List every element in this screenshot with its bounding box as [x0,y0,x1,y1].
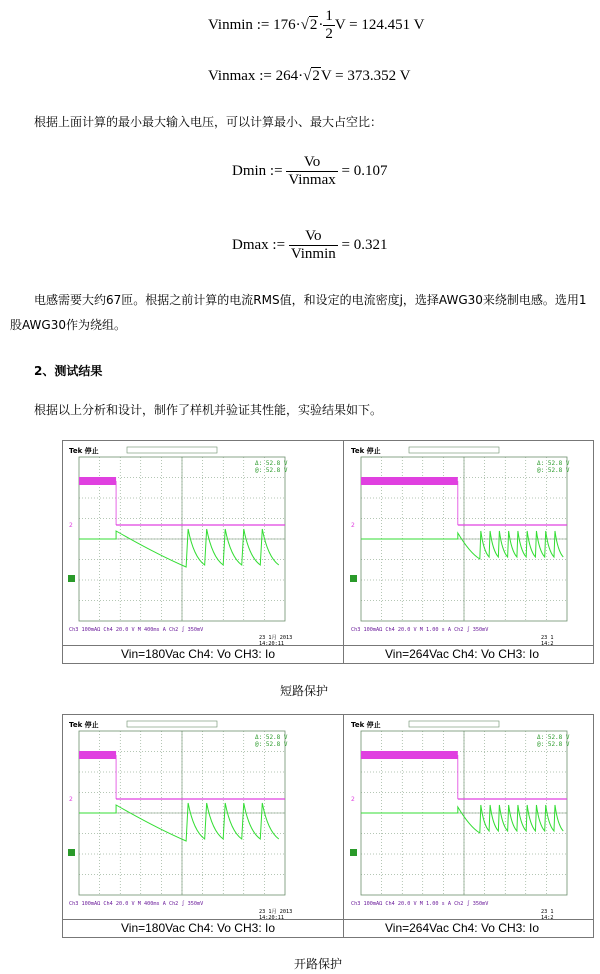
scope-readout-b: @: 52.8 V [537,467,570,474]
oscilloscope-panel [349,719,579,923]
scope-readout-a: Δ: 52.8 V [255,460,288,467]
oscilloscope-screen [67,719,297,923]
scope-time: 14:2 [541,915,554,921]
equation-vinmin: Vinmin := 176·√2· $\frac{1}{2}$ V = 124.451 V [208,8,425,42]
oscilloscope-panel [67,719,297,923]
eq-lhs: Vinmin [208,16,253,33]
eq-result: = 0.107 [341,162,388,179]
eq-result: = 0.321 [341,236,388,253]
scope-brand: Tek 停止 [351,721,381,729]
equation-dmin [232,154,387,189]
eq-lhs: Dmax [232,236,269,253]
scope-status-line: Ch3 100mAΩ Ch4 20.0 V M 1.00 s A Ch2 ∫ 350mV [351,627,489,633]
scope-status-line: Ch3 100mAΩ Ch4 20.0 V M 400ms A Ch2 ∫ 350mV [69,627,204,633]
eq-unit: V [320,68,332,84]
scope-time: 14:20:11 [259,915,284,921]
panel-label: Vin=264Vac Ch4: Vo CH3: Io [385,921,539,935]
ch-marker: 2 [351,522,355,529]
figure-label-row [63,919,593,936]
scope-brand: Tek 停止 [69,721,99,729]
panel-label: Vin=180Vac Ch4: Vo CH3: Io [121,647,275,661]
figure-divider [343,441,344,663]
scope-date: 23 1 [541,909,554,915]
figure-short-circuit [62,440,594,664]
eq-coef: 264 [275,68,299,84]
section-heading: 2、测试结果 [34,364,103,378]
ch4-marker-icon [68,575,75,582]
paragraph-results-intro: 根据以上分析和设计，制作了样机并验证其性能，实验结果如下。 [34,403,383,417]
oscilloscope-screen [349,445,579,649]
figure-label-row [63,645,593,662]
fraction: $\frac{Vo}{\text{Vinmin}}$ [290,228,336,262]
panel-label: Vin=180Vac Ch4: Vo CH3: Io [121,921,275,935]
ch4-marker-icon [68,849,75,856]
scope-readout-b: @: 52.8 V [255,741,288,748]
sqrt-symbol: √2 [300,16,318,33]
figure-caption-short-circuit: 短路保护 [280,684,329,698]
scope-status-line: Ch3 100mAΩ Ch4 20.0 V M 400ms A Ch2 ∫ 350mV [69,901,204,907]
oscilloscope-panel [349,445,579,649]
eq-assign: := [272,236,286,253]
eq-coef: 176 [273,16,296,33]
eq-lhs: Dmin [232,162,267,179]
oscilloscope-panel [67,445,297,649]
scope-readout-b: @: 52.8 V [537,741,570,748]
eq-assign: := [269,162,283,179]
scope-time: 14:20:11 [259,641,284,647]
scope-readout-a: Δ: 52.8 V [537,734,570,741]
scope-date: 23 1月 2013 [259,909,293,915]
oscilloscope-screen [67,445,297,649]
fraction: $\frac{1}{2}$ [325,8,333,42]
panel-label: Vin=264Vac Ch4: Vo CH3: Io [385,647,539,661]
ch-marker: 2 [69,796,73,803]
figure-divider [343,715,344,937]
paragraph-duty-intro: 根据上面计算的最小最大输入电压，可以计算最小、最大占空比： [34,115,383,129]
eq-result: = 373.352 V [335,68,411,84]
figure-open-circuit [62,714,594,938]
scope-readout-a: Δ: 52.8 V [255,734,288,741]
fraction: $\frac{Vo}{\text{Vinmax}}$ [288,154,336,188]
scope-status-line: Ch3 100mAΩ Ch4 20.0 V M 1.00 s A Ch2 ∫ 350mV [351,901,489,907]
sqrt-symbol: √2 [303,68,320,84]
eq-assign: := [259,68,272,84]
scope-readout-b: @: 52.8 V [255,467,288,474]
eq-result: = 124.451 V [349,16,425,33]
ch4-marker-icon [350,849,357,856]
eq-assign: := [256,16,270,33]
equation-dmax [232,228,387,263]
scope-readout-a: Δ: 52.8 V [537,460,570,467]
scope-brand: Tek 停止 [69,447,99,455]
eq-unit: V [334,16,346,33]
eq-lhs: Vinmax [208,68,256,84]
ch-marker: 2 [69,522,73,529]
scope-date: 23 1月 2013 [259,635,293,641]
scope-brand: Tek 停止 [351,447,381,455]
scope-date: 23 1 [541,635,554,641]
ch4-marker-icon [350,575,357,582]
figure-caption-open-circuit: 开路保护 [294,957,343,971]
scope-time: 14:2 [541,641,554,647]
equation-vinmax: Vinmax := 264·√2V = 373.352 V [208,68,411,84]
ch-marker: 2 [351,796,355,803]
paragraph-inductor: 电感需要大约67匝。根据之前计算的电流RMS值，和设定的电流密度j，选择AWG30来绕制电感。选用1股AWG30作为绕组。 [10,293,587,332]
oscilloscope-screen [349,719,579,923]
